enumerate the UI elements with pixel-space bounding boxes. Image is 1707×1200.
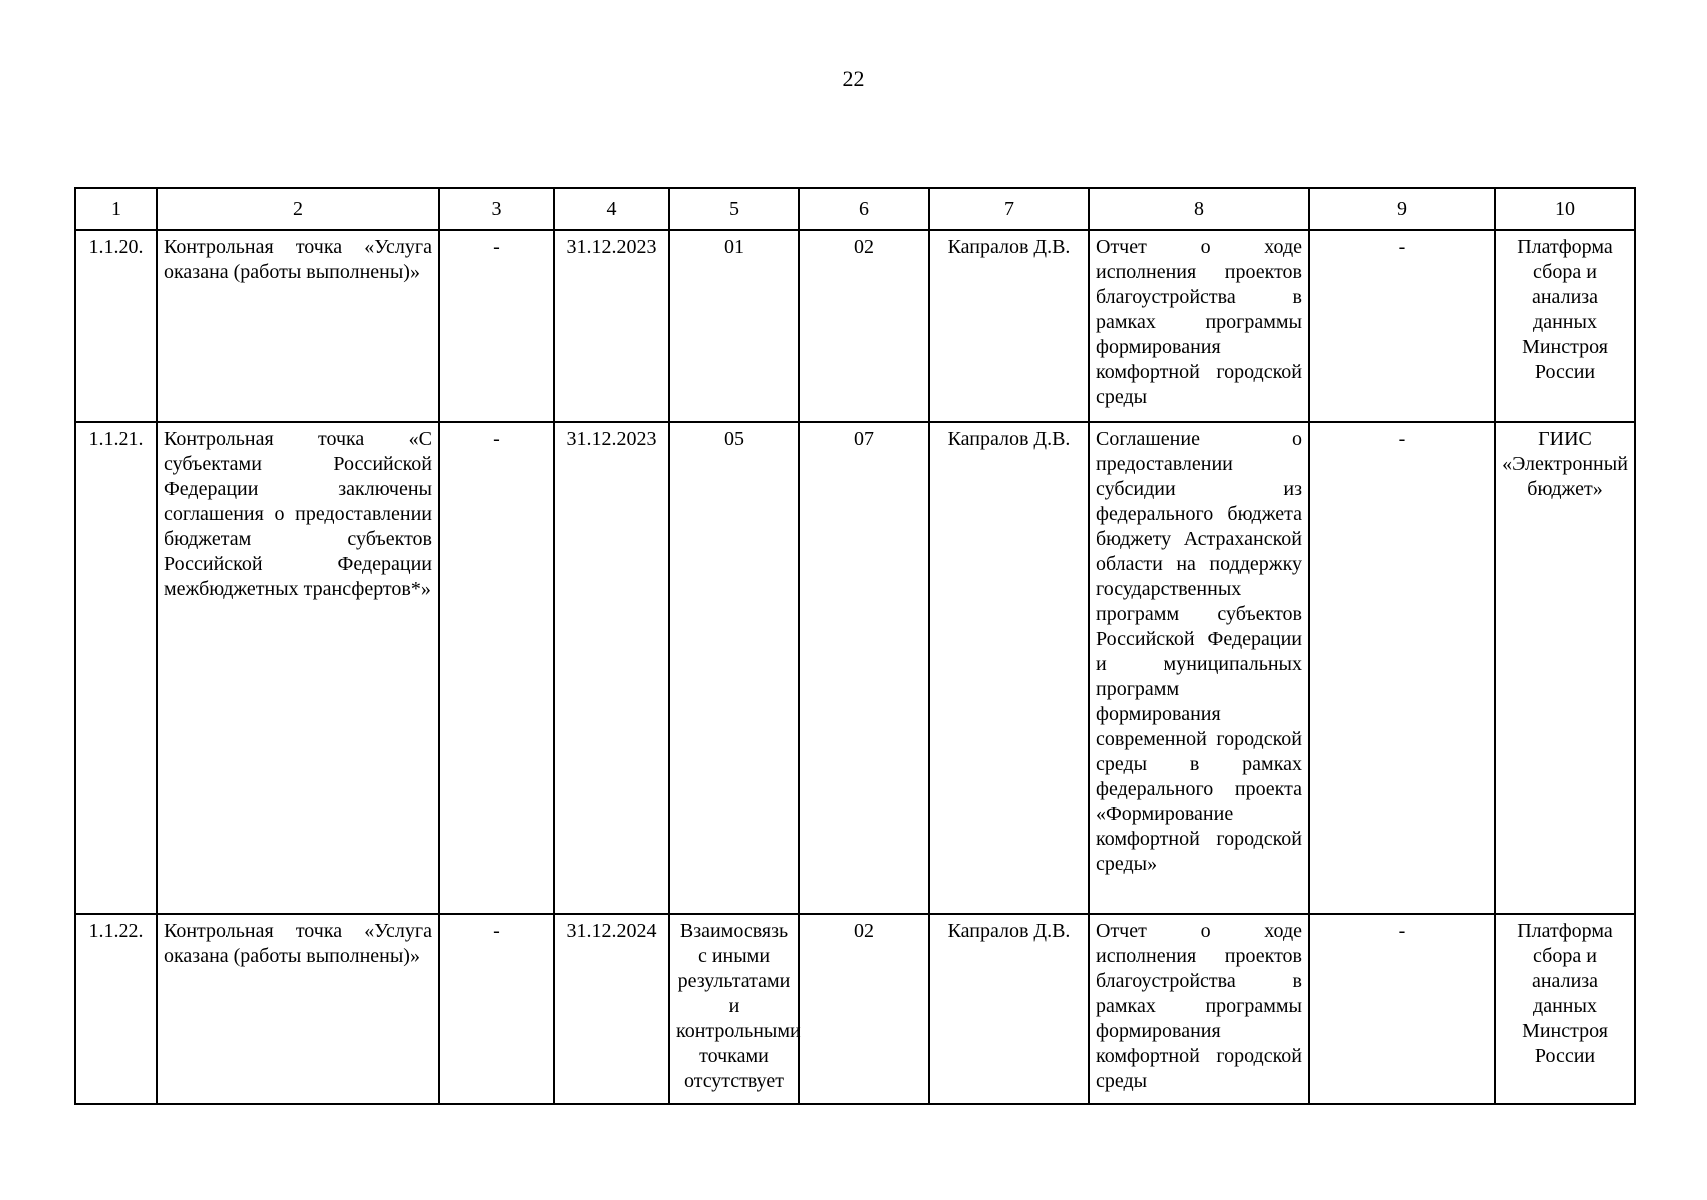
document-type: Отчет о ходе исполнения проектов благоустройства в рамках программы формирования комфортной городской среды (1089, 230, 1309, 422)
column-header: 8 (1089, 188, 1309, 230)
table-row (75, 422, 1635, 914)
control-points-table (74, 187, 1636, 1105)
page-number: 22 (842, 66, 865, 91)
control-point-name: Контрольная точка «Услуга оказана (работы выполнены)» (157, 230, 439, 422)
column-header: 7 (929, 188, 1089, 230)
cell-col9: - (1309, 422, 1495, 914)
cell-col6: 07 (799, 422, 929, 914)
deadline-date: 31.12.2023 (554, 230, 669, 422)
control-point-name: Контрольная точка «Услуга оказана (работы выполнены)» (157, 914, 439, 1104)
column-header: 9 (1309, 188, 1495, 230)
table-header-row (75, 188, 1635, 230)
cell-col6: 02 (799, 914, 929, 1104)
cell-col3: - (439, 230, 554, 422)
document-type: Соглашение о предоставлении субсидии из федерального бюджета бюджету Астраханской области на поддержку государственных программ субъектов Российской Федерации и муниципальных программ формирования современной городской среды в рамках федерального проекта «Формирование комфортной городской среды» (1089, 422, 1309, 914)
column-header: 4 (554, 188, 669, 230)
cell-col3: - (439, 914, 554, 1104)
document-type: Отчет о ходе исполнения проектов благоустройства в рамках программы формирования комфортной городской среды (1089, 914, 1309, 1104)
column-header: 10 (1495, 188, 1635, 230)
row-number: 1.1.22. (75, 914, 157, 1104)
column-header: 2 (157, 188, 439, 230)
cell-col6: 02 (799, 230, 929, 422)
column-header: 6 (799, 188, 929, 230)
deadline-date: 31.12.2023 (554, 422, 669, 914)
column-header: 5 (669, 188, 799, 230)
cell-col5: 05 (669, 422, 799, 914)
information-system: Платформа сбора и анализа данных Минстроя России (1495, 230, 1635, 422)
deadline-date: 31.12.2024 (554, 914, 669, 1104)
table-row (75, 914, 1635, 1104)
cell-col5: Взаимосвязь с иными результатами и контрольными точками отсутствует (669, 914, 799, 1104)
column-header: 1 (75, 188, 157, 230)
control-point-name: Контрольная точка «С субъектами Российской Федерации заключены соглашения о предоставлении бюджетам субъектов Российской Федерации межбюджетных трансфертов*» (157, 422, 439, 914)
information-system: ГИИС «Электронный бюджет» (1495, 422, 1635, 914)
information-system: Платформа сбора и анализа данных Минстроя России (1495, 914, 1635, 1104)
responsible-person: Капралов Д.В. (929, 230, 1089, 422)
row-number: 1.1.20. (75, 230, 157, 422)
responsible-person: Капралов Д.В. (929, 422, 1089, 914)
cell-col9: - (1309, 914, 1495, 1104)
cell-col9: - (1309, 230, 1495, 422)
responsible-person: Капралов Д.В. (929, 914, 1089, 1104)
cell-col3: - (439, 422, 554, 914)
column-header: 3 (439, 188, 554, 230)
row-number: 1.1.21. (75, 422, 157, 914)
cell-col5: 01 (669, 230, 799, 422)
table-row (75, 230, 1635, 422)
